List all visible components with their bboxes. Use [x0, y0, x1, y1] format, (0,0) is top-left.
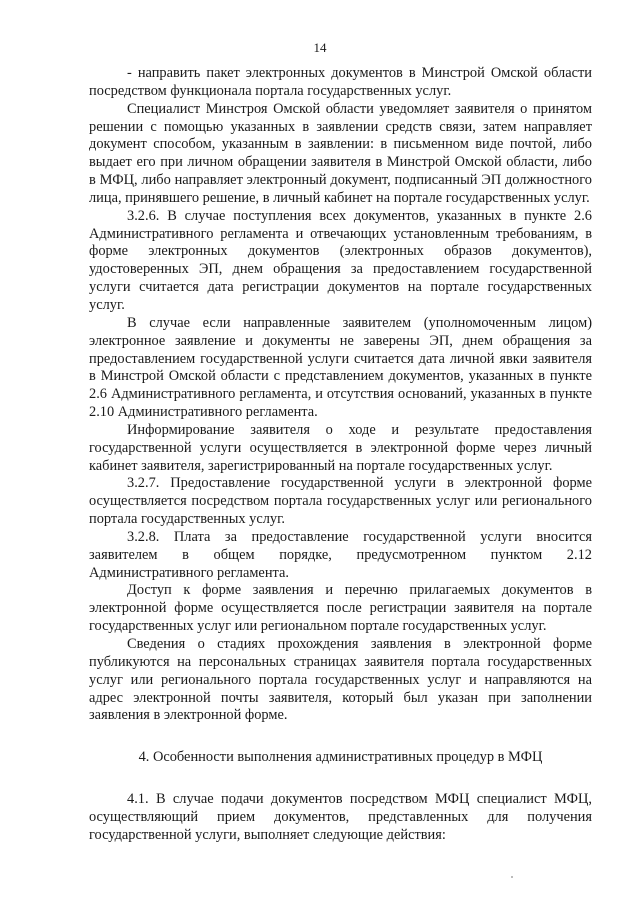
scan-speck — [511, 876, 513, 878]
paragraph: Специалист Минстроя Омской области уведомляет заявителя о принятом решении с помощью указанных в заявлении средств связи, затем направляет документ способом, указанным в заявлении: в письменном виде почтой, либо выдает его при личном обращении заявителя в Минстрой Омской области, либо в МФЦ, либо направляет электронный документ, подписанный ЭП должностного лица, принявшего решение, в личный кабинет на портале государственных услуг. — [89, 100, 592, 206]
document-body — [89, 65, 592, 845]
paragraph: В случае если направленные заявителем (уполномоченным лицом) электронное заявление и документы не заверены ЭП, днем обращения за предоставлением государственной услуги считается дата личной явки заявителя в Минстрой Омской области с представлением документов, указанных в пункте 2.6 Административного регламента, и отсутствия оснований, указанных в пункте 2.10 Административного регламента. — [89, 314, 592, 421]
paragraph: Сведения о стадиях прохождения заявления в электронной форме публикуются на персональных страницах заявителя портала государственных услуг или регионального портала государственных услуг и направляются на адрес электронной почты заявителя, который был указан при заполнении заявления в электронной форме. — [89, 636, 592, 724]
paragraph: Доступ к форме заявления и перечню прилагаемых документов в электронной форме осуществляется после регистрации заявителя на портале государственных услуг или региональном портале государственных услуг. — [89, 582, 592, 635]
paragraph: 3.2.6. В случае поступления всех документов, указанных в пункте 2.6 Административного регламента и отвечающих установленным требованиям, в форме электронных документов (электронных образов документов), удостоверенных ЭП, днем обращения за предоставлением государственной услуги считается дата регистрации документов на портале государственных услуг. — [89, 207, 592, 313]
paragraph: - направить пакет электронных документов в Минстрой Омской области посредством функционала портала государственных услуг. — [89, 65, 592, 99]
page-number: 14 — [313, 40, 327, 55]
paragraph: 3.2.8. Плата за предоставление государственной услуги вносится заявителем в общем порядке, предусмотренном пунктом 2.12 Административного регламента. — [89, 528, 592, 581]
paragraph: Информирование заявителя о ходе и результате предоставления государственной услуги осуществляется в электронной форме через личный кабинет заявителя, зарегистрированный на портале государственных услуг. — [89, 421, 592, 474]
paragraph: 3.2.7. Предоставление государственной услуги в электронной форме осуществляется посредством портала государственных услуг или регионального портала государственных услуг. — [89, 475, 592, 528]
paragraph: 4.1. В случае подачи документов посредством МФЦ специалист МФЦ, осуществляющий прием документов, представленных для получения государственной услуги, выполняет следующие действия: — [89, 791, 592, 843]
section-heading: 4. Особенности выполнения административных процедур в МФЦ — [138, 749, 543, 766]
